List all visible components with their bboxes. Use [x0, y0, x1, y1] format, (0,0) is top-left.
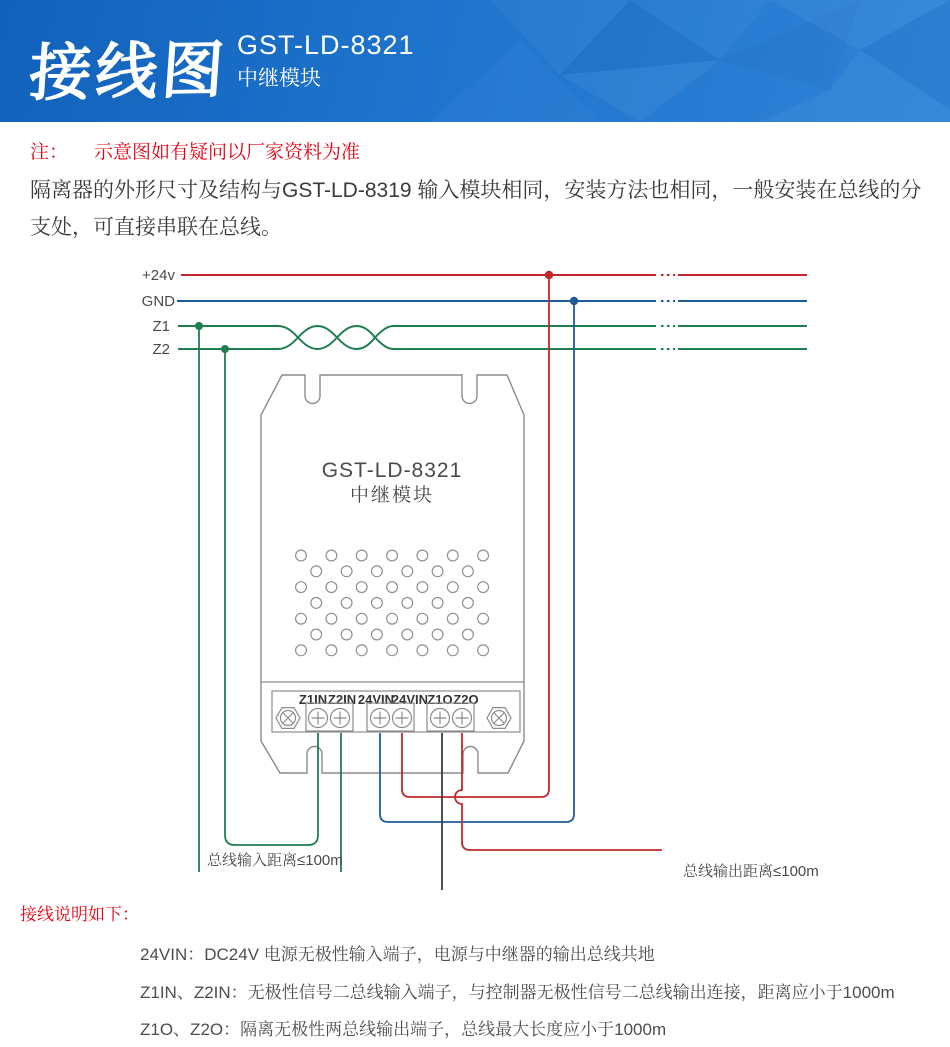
instruction-z1o-z2o: Z1O、Z2O：隔离无极性两总线输出端子，总线最大长度应小于1000m: [140, 1020, 667, 1039]
terminal-screw-group-out: [427, 703, 474, 731]
instruction-24vin: 24VIN：DC24V 电源无极性输入端子，电源与中继器的输出总线共地: [140, 945, 655, 964]
terminal-label-z2in: Z2IN: [327, 692, 357, 707]
description-paragraph: 隔离器的外形尺寸及结构与GST-LD-8319 输入模块相同，安装方法也相同，一般安装在总线的分支处，可直接串联在总线。: [30, 179, 922, 239]
bus-label-z2: Z2: [152, 341, 170, 358]
note-line: [30, 137, 360, 164]
instructions-heading: 接线说明如下：: [20, 905, 139, 924]
mounting-screw-right: [487, 708, 511, 729]
terminal-label-24vin-2: 24VIN: [391, 692, 429, 707]
terminal-label-z1o: Z1O: [427, 692, 453, 707]
junction-dot-z2: [221, 345, 229, 353]
terminal-screw-group-24v: [367, 703, 414, 731]
wiring-diagram: [0, 250, 950, 910]
bus-input-distance-label: 总线输入距离≤100m: [207, 852, 343, 869]
wire-z2o-output: [455, 733, 662, 850]
bus-label-24v: +24v: [142, 267, 175, 284]
terminal-label-z1in: Z1IN: [298, 692, 328, 707]
note-prefix: 注：: [30, 142, 69, 163]
header-model-number: GST-LD-8321: [237, 30, 415, 60]
bus-output-distance-label: 总线输出距离≤100m: [683, 863, 819, 880]
header-facet-decoration: [430, 0, 950, 122]
terminal-label-24vin-1: 24VIN: [357, 692, 395, 707]
terminal-label-z2o: Z2O: [453, 692, 479, 707]
mounting-screw-left: [276, 708, 300, 729]
page-header: [0, 0, 950, 122]
bus-line-z2: [178, 326, 656, 349]
instruction-z1in-z2in: Z1IN、Z2IN：无极性信号二总线输入端子，与控制器无极性信号二总线输出连接，距离应小于1000m: [140, 983, 895, 1002]
junction-dot-24v: [545, 271, 553, 279]
wire-z2-bus-to-z1in: [225, 349, 318, 845]
bus-line-z1: [178, 326, 656, 349]
bus-label-gnd: GND: [141, 293, 175, 310]
module-name-text: GST-LD-8321: [321, 459, 463, 482]
page-title: 接线图: [27, 36, 231, 109]
junction-dot-gnd: [570, 297, 578, 305]
bus-label-z1: Z1: [152, 318, 170, 335]
note-text: 示意图如有疑问以厂家资料为准: [94, 142, 361, 163]
speaker-hole-grid: [296, 550, 489, 656]
wire-24vin-to-24v: [402, 275, 549, 797]
module-type-text: 中继模块: [349, 485, 435, 506]
junction-dot-z1: [195, 322, 203, 330]
module-case-outline: [261, 375, 524, 773]
header-module-type: 中继模块: [237, 67, 321, 90]
terminal-screw-group-in: [306, 703, 353, 731]
